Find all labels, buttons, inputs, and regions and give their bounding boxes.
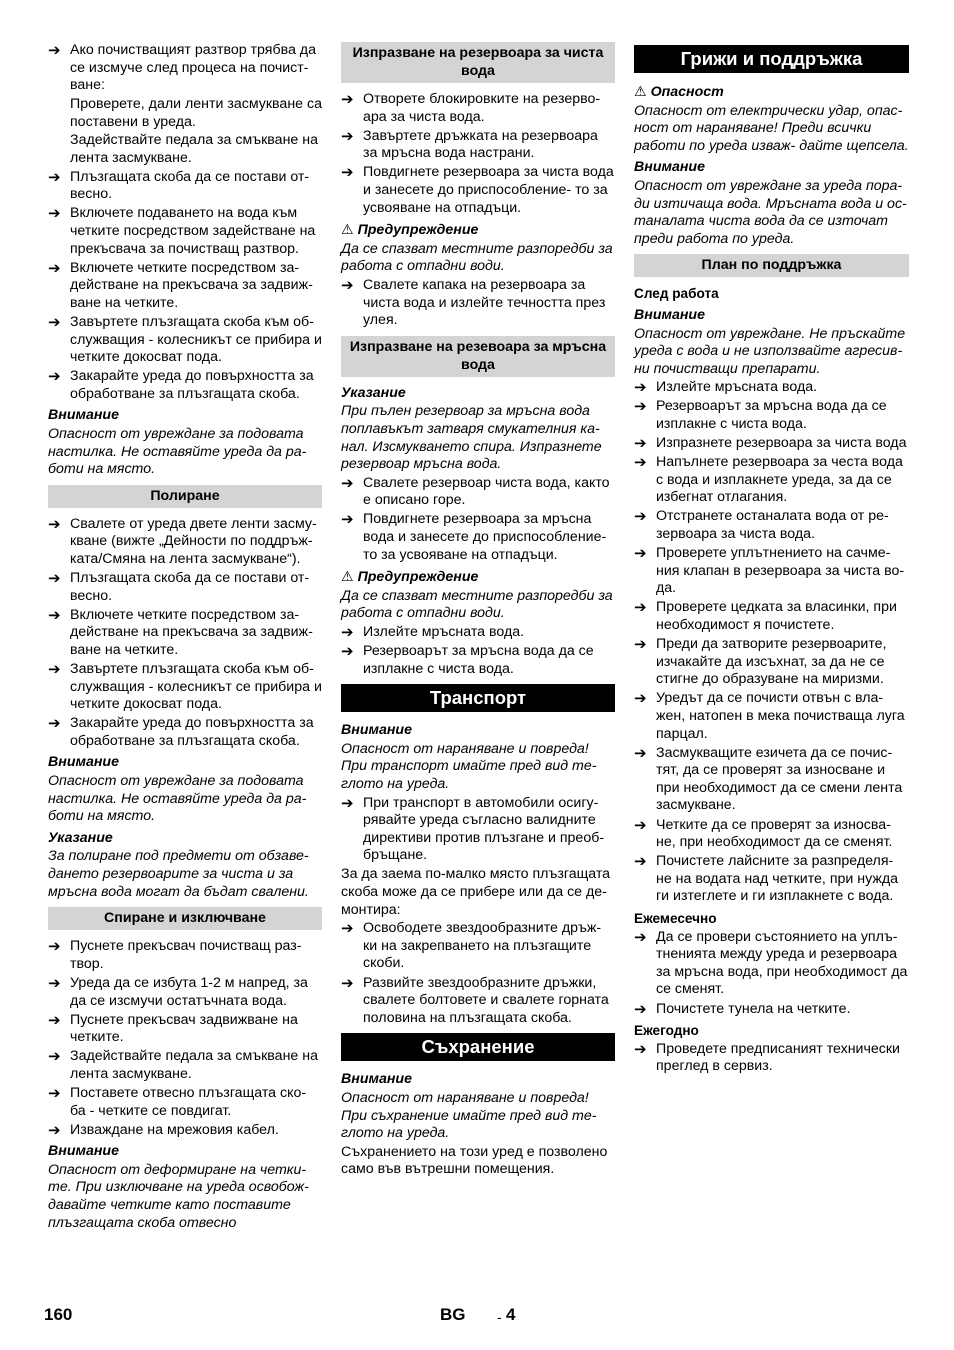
italic-note: Да се спазват местните разпоредби за работа с отпадни води. [341, 240, 613, 275]
note-heading: Внимание [341, 1071, 412, 1088]
arrow-icon: ➔ [634, 454, 647, 472]
bullet-item [634, 853, 909, 906]
bullet-item [48, 661, 322, 714]
bullet-item [341, 128, 615, 163]
arrow-icon: ➔ [341, 91, 354, 108]
arrow-icon: ➔ [48, 974, 61, 992]
note-heading: Внимание [48, 407, 119, 424]
note-heading: Внимание [48, 1143, 119, 1160]
arrow-icon: ➔ [48, 1084, 61, 1102]
bullet-item [634, 690, 909, 743]
arrow-icon: ➔ [48, 515, 61, 533]
bullet-text: Свалете капака на резервоара за чиста вода и излейте течността през улея. [363, 276, 606, 329]
warning-triangle-icon: ⚠ [341, 221, 354, 238]
italic-note: Опасност от увреждане. Не пръскайте уреда с вода и не използвайте агресив- ни почистващи препарати. [634, 325, 906, 377]
warning-heading-text: Предупреждение [357, 222, 479, 239]
bullet-item [634, 508, 909, 543]
bullet-item [634, 599, 909, 634]
arrow-icon: ➔ [48, 205, 61, 223]
bullet-text: Развийте звездообразните дръжки, свалете болтовете и свалете горната половина на плъзгащата скоба. [363, 974, 609, 1026]
bullet-item [341, 91, 615, 126]
paragraph: Съхранението на този уред е позволено само във вътрешни помещения. [341, 1143, 608, 1178]
bullet-item [634, 398, 909, 433]
paragraph: За да заема по-малко място плъзгащата скоба може да се прибере или да се де- монтира: [341, 866, 611, 918]
footer-separator: - [497, 1309, 502, 1325]
arrow-icon: ➔ [48, 715, 61, 733]
arrow-icon: ➔ [341, 127, 354, 145]
bullet-item [634, 454, 909, 507]
arrow-icon: ➔ [634, 1000, 647, 1018]
bullet-text: Да се провери състоянието на уплъ- тненията между уреда и резервоара за мръсна вода, при необходимост да се сменят. [656, 928, 908, 998]
arrow-icon: ➔ [341, 643, 354, 661]
bullet-item [48, 975, 322, 1010]
bullet-text: Резервоарът за мръсна вода да се изплакне с чиста вода. [363, 643, 594, 677]
arrow-icon: ➔ [341, 974, 354, 992]
bullet-text: Плъзгащата скоба да се постави от- весно. [70, 570, 310, 604]
arrow-icon: ➔ [341, 794, 354, 812]
note-heading: Внимание [634, 159, 705, 176]
bullet-text: Проверете уплътнението на сачме- ния клапан в резервоара за чиста во- да. [656, 545, 905, 597]
bullet-item [48, 715, 322, 750]
chapter-heading: Съхранение [341, 1033, 615, 1061]
bullet-text: Уредът да се почисти отвън с вла- жен, натопен в мека почистваща луга парцал. [656, 690, 905, 742]
bullet-item [48, 570, 322, 605]
warning-heading-text: Предупреждение [357, 569, 479, 586]
bullet-item [48, 516, 322, 569]
bullet-text: Повдигнете резервоара за мръсна вода и занесете до приспособление- то за усвояване на отпадъци. [363, 511, 607, 563]
italic-note: Опасност от увреждане за подовата настилка. Не оставяйте уреда да ра- боти на място. [48, 773, 307, 825]
arrow-icon: ➔ [341, 511, 354, 529]
italic-note: Опасност от увреждане за подовата настилка. Не оставяйте уреда да ра- боти на място. [48, 425, 307, 478]
arrow-icon: ➔ [48, 570, 61, 588]
bullet-item [634, 929, 909, 999]
bullet-item [341, 975, 615, 1028]
bullet-text: Включете подаването на вода към четките посредством задействане на прекъсвача за почистващ разтвор. [70, 205, 316, 257]
bullet-text: Закарайте уреда до повърхността за обработване за плъзгащата скоба. [70, 715, 314, 749]
arrow-icon: ➔ [634, 928, 647, 946]
bullet-text: Закарайте уреда до повърхността за обработване за плъзгащата скоба. [70, 368, 314, 402]
bullet-item [48, 368, 322, 403]
section-heading-grey: Спиране и изключване [48, 907, 322, 930]
section-heading-grey: Изпразване на резевоара за мръсна вода [341, 336, 615, 377]
note-heading: Внимание [634, 306, 705, 323]
bullet-item [341, 277, 615, 330]
bullet-item [341, 920, 615, 973]
chapter-heading: Транспорт [341, 684, 615, 712]
bullet-text: Завъртете дръжката на резервоара за мръсна вода настрани. [363, 127, 598, 162]
arrow-icon: ➔ [634, 690, 647, 708]
arrow-icon: ➔ [634, 1040, 647, 1058]
subsection-heading: Ежегодно [634, 1023, 699, 1039]
bullet-text: Резервоарът за мръсна вода да се изплакне с чиста вода. [656, 398, 887, 432]
arrow-icon: ➔ [48, 661, 61, 678]
warning-heading-text: Опасност [650, 84, 724, 100]
bullet-text: Освободете звездообразните дръж- ки на закрепването на плъзгащите скоби. [363, 920, 602, 972]
indented-paragraph: Проверете, дали ленти засмукване са поставени в уреда. [70, 96, 322, 130]
warning-heading [634, 83, 909, 102]
bullet-text: Излейте мръсната вода. [656, 379, 818, 396]
bullet-item [634, 1001, 909, 1019]
bullet-text: Включете четките посредством за- действане на прекъсвача за задвиж- ване на четките. [70, 259, 313, 311]
bullet-text: Включете четките посредством за- действане на прекъсвача за задвиж- ване на четките. [70, 606, 313, 658]
bullet-item [48, 314, 322, 367]
bullet-item [634, 435, 909, 453]
bullet-text: Почистете лайсните за разпределя- не на водата над четките, при нужда ги изтеглете и ги изплакнете с вода. [656, 853, 899, 905]
arrow-icon: ➔ [48, 42, 61, 59]
bullet-item [634, 545, 909, 598]
arrow-icon: ➔ [634, 379, 647, 397]
bullet-text: Изпразнете резервоара за чиста вода [656, 435, 907, 452]
bullet-item [634, 745, 909, 815]
arrow-icon: ➔ [634, 508, 647, 526]
arrow-icon: ➔ [634, 636, 647, 654]
italic-note: При пълен резервоар за мръсна вода поплавъкът затваря смукателния ка- нал. Изсмукването спира. Изпразнете резервоар мръсна вода. [341, 403, 602, 473]
arrow-icon: ➔ [341, 920, 354, 938]
bullet-item [341, 624, 615, 642]
bullet-text: Задействайте педала за смъкване на лента засмукване. [70, 1048, 318, 1082]
bullet-item [634, 1041, 909, 1076]
bullet-text: При транспорт в автомобили осигу- рявайте уреда съгласно валидните директиви против плъзгане и преоб- бръщане. [363, 794, 605, 864]
bullet-text: Четките да се проверят за износва- не, при необходимост да се сменят. [656, 816, 893, 851]
arrow-icon: ➔ [48, 313, 61, 331]
arrow-icon: ➔ [48, 606, 61, 624]
note-heading: Внимание [341, 722, 412, 739]
bullet-item [341, 511, 615, 564]
bullet-text: Пуснете прекъсвач задвижване на четките. [70, 1011, 298, 1046]
bullet-item [634, 379, 909, 397]
section-heading-grey: Полиране [48, 485, 322, 508]
warning-heading [341, 221, 615, 240]
bullet-item [48, 1085, 322, 1120]
bullet-text: Свалете от уреда двете ленти засму- кване (вижте „Дейности по поддръж- ката/Смяна на лента засмукване“). [70, 515, 317, 567]
section-heading-grey: Изпразване на резервоара за чиста вода [341, 42, 615, 83]
bullet-item [48, 1122, 322, 1140]
note-heading: Указание [48, 829, 113, 846]
sub-page-number: 4 [506, 1305, 516, 1324]
bullet-item [634, 636, 909, 689]
bullet-text: Изваждане на мрежовия кабел. [70, 1121, 279, 1138]
bullet-text: Отворете блокировките на резерво- ара за чиста вода. [363, 91, 601, 125]
arrow-icon: ➔ [341, 164, 354, 182]
bullet-text: Напълнете резервоара за честа вода с вода и изплакнете уреда, за да се избегнат отлагания. [656, 454, 903, 506]
bullet-text: Ако почистващият разтвор трябва да се изсмуче след процеса на почист- ване: [70, 42, 316, 94]
bullet-item [634, 817, 909, 852]
subsection-heading: След работа [634, 286, 719, 302]
bullet-item [48, 205, 322, 258]
bullet-text: Излейте мръсната вода. [363, 623, 525, 640]
bullet-text: Отстранете останалата вода от ре- зервоара за чиста вода. [656, 508, 889, 543]
bullet-item [341, 475, 615, 510]
italic-note: Опасност от електрически удар, опас- ност от нараняване! Преди всички работи по уреда изваж- дайте щепсела. [634, 102, 909, 154]
bullet-item [341, 164, 615, 217]
column-middle [341, 42, 615, 1180]
chapter-heading: Грижи и поддръжка [634, 45, 909, 73]
arrow-icon: ➔ [634, 545, 647, 563]
note-heading: Указание [341, 384, 406, 401]
italic-note: Опасност от деформиране на четки- те. При изключване на уреда освобож- давайте четките като поставите плъзгащата скоба отвесно [48, 1161, 309, 1231]
warning-heading [341, 568, 615, 587]
arrow-icon: ➔ [341, 276, 354, 294]
bullet-item [48, 938, 322, 973]
arrow-icon: ➔ [634, 435, 647, 453]
arrow-icon: ➔ [634, 853, 647, 871]
bullet-text: Поставете отвесно плъзгащата ско- ба - четките се повдигат. [70, 1084, 307, 1119]
bullet-item [341, 643, 615, 678]
italic-note: Опасност от увреждане за уреда пора- ди изтичаща вода. Мръсната вода и ос- таналата чиста вода да се източат преди работа по уреда. [634, 177, 907, 247]
bullet-text: Плъзгащата скоба да се постави от- весно. [70, 168, 310, 203]
arrow-icon: ➔ [634, 398, 647, 416]
bullet-text: Проверете цедката за власинки, при необходимост я почистете. [656, 599, 897, 634]
arrow-icon: ➔ [48, 259, 61, 277]
warning-triangle-icon: ⚠ [341, 568, 354, 585]
bullet-text: Засмукващите езичета да се почис- тят, да се проверят за износване и при необходимост да се смени лента засмукване. [656, 744, 903, 814]
bullet-text: Свалете резервоар чиста вода, както е описано горе. [363, 474, 610, 509]
arrow-icon: ➔ [341, 623, 354, 641]
indented-paragraph: Задействайте педала за смъкване на лента засмукване. [70, 132, 318, 167]
arrow-icon: ➔ [48, 1048, 61, 1066]
italic-note: Опасност от нараняване и повреда! При транспорт имайте пред вид те- глото на уреда. [341, 740, 597, 792]
bullet-item [48, 607, 322, 660]
italic-note: Опасност от нараняване и повреда! При съхранение имайте пред вид те- глото на уреда. [341, 1089, 597, 1142]
bullet-item [48, 260, 322, 313]
language-code: BG [440, 1305, 466, 1324]
arrow-icon: ➔ [48, 1121, 61, 1139]
warning-triangle-icon: ⚠ [634, 83, 647, 99]
bullet-item [48, 42, 322, 95]
bullet-item [48, 1048, 322, 1083]
bullet-text: Уреда да се избута 1-2 м напред, за да се изсмучи остатъчната вода. [70, 974, 308, 1009]
arrow-icon: ➔ [341, 474, 354, 492]
arrow-icon: ➔ [48, 1011, 61, 1029]
column-left [48, 42, 322, 1233]
column-right [634, 42, 909, 1077]
bullet-text: Почистете тунела на четките. [656, 1000, 851, 1017]
arrow-icon: ➔ [634, 816, 647, 834]
bullet-text: Завъртете плъзгащата скоба към об- служващия - колесникът се прибира и четките докосват пода. [70, 661, 322, 713]
note-heading: Внимание [48, 754, 119, 771]
bullet-text: Пуснете прекъсвач почистващ раз- твор. [70, 938, 302, 972]
bullet-item [48, 1012, 322, 1047]
arrow-icon: ➔ [48, 938, 61, 956]
bullet-text: Преди да затворите резервоарите, изчакайте да изсъхнат, за да не се стигне до образуване на миризми. [656, 636, 887, 688]
arrow-icon: ➔ [634, 599, 647, 617]
page-number: 160 [44, 1305, 73, 1324]
italic-note: Да се спазват местните разпоредби за работа с отпадни води. [341, 587, 613, 622]
arrow-icon: ➔ [48, 168, 61, 186]
italic-note: За полиране под предмети от обзаве- дането резервоарите за чиста и за мръсна вода могат да бъдат свалени. [48, 848, 309, 900]
bullet-item [341, 795, 615, 865]
bullet-item [48, 169, 322, 204]
bullet-text: Проведете предписаният технически преглед в сервиз. [656, 1040, 900, 1075]
subsection-heading: Ежемесечно [634, 911, 717, 927]
bullet-text: Повдигнете резервоара за чиста вода и занесете до приспособление- то за усвояване на отпадъци. [363, 164, 614, 216]
arrow-icon: ➔ [48, 368, 61, 386]
arrow-icon: ➔ [634, 744, 647, 762]
bullet-text: Завъртете плъзгащата скоба към об- служващия - колесникът се прибира и четките докосват пода. [70, 313, 322, 366]
section-heading-grey: План по поддръжка [634, 254, 909, 277]
